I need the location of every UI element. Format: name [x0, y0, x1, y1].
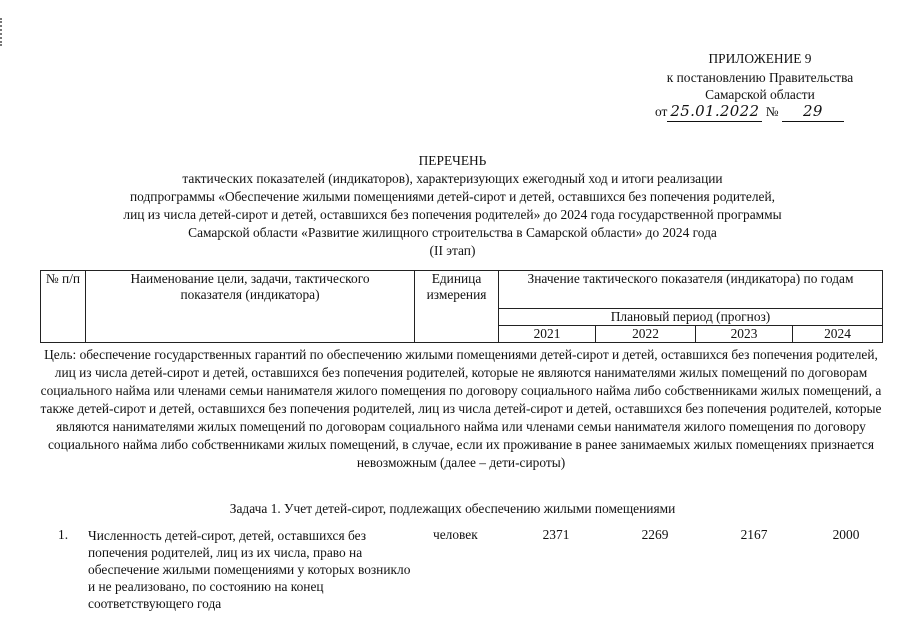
appendix-title: ПРИЛОЖЕНИЕ 9: [708, 51, 812, 66]
indicator-table-header: [40, 270, 883, 343]
heading-line5: Самарской области «Развитие жилищного строительства в Самарской области» до 2024 года: [188, 225, 717, 240]
appendix-date-line: [655, 101, 844, 122]
appendix-line1: к постановлению Правительства: [666, 70, 854, 85]
col-plan-header: Плановый период (прогноз): [499, 309, 883, 326]
task-heading: Задача 1. Учет детей-сирот, подлежащих обеспечению жилыми помещениями: [229, 501, 676, 516]
col-unit-header: Единица измерения: [415, 271, 499, 343]
heading-line6: (II этап): [429, 243, 476, 258]
value-2022: 2269: [641, 527, 669, 542]
indicator-unit: человек: [433, 527, 478, 542]
col-values-header: Значение тактического показателя (индикатора) по годам: [499, 271, 883, 309]
value-2021: 2371: [542, 527, 570, 542]
value-2024: 2000: [832, 527, 860, 542]
value-2023: 2167: [740, 527, 768, 542]
year-header: 2023: [696, 326, 793, 343]
number-value: 29: [782, 101, 844, 122]
appendix-line2: Самарской области: [705, 87, 815, 102]
col-name-header: Наименование цели, задачи, тактического показателя (индикатора): [86, 271, 415, 343]
col-num-header: № п/п: [41, 271, 86, 343]
year-header: 2024: [793, 326, 883, 343]
goal-text: Цель: обеспечение государственных гарантий по обеспечению жилыми помещениями детей-сирот и детей, оставшихся без попечения родителей, лиц из числа детей-сирот и детей, оставшихся без попечения родителей, которые не являются нанимателями жилых помещений по договорам социального найма или членами семьи нанимателя жилого помещения по договору социального найма либо собственниками жилых помещений, а также детей-сирот и детей, оставшихся без попечения родителей, лиц из числа детей-сирот и детей, оставшихся без попечения родителей, которые являются нанимателями жилых помещений по договорам социального найма или членами семьи нанимателя жилого помещения по договору социального найма либо собственниками жилых помещений, в случае, если их проживание в ранее занимаемых жилых помещениях признается невозможным (далее – дети-сироты): [40, 347, 882, 470]
heading-title: ПЕРЕЧЕНЬ: [418, 153, 487, 168]
heading-line2: тактических показателей (индикаторов), характеризующих ежегодный ход и итоги реализации: [182, 171, 723, 186]
indicator-name: Численность детей-сирот, детей, оставшихся без попечения родителей, лиц из их числа, право на обеспечение жилыми помещениями у которых возникло и не реализовано, по состоянию на конец соответствующего года: [88, 528, 411, 611]
year-header: 2022: [596, 326, 696, 343]
heading-line4: лиц из числа детей-сирот и детей, оставшихся без попечения родителей» до 2024 года государственной программы: [123, 207, 782, 222]
number-label: №: [765, 104, 779, 119]
row-number: 1.: [58, 527, 69, 542]
year-header: 2021: [499, 326, 596, 343]
heading-line3: подпрограммы «Обеспечение жилыми помещениями детей-сирот и детей, оставшихся без попечения родителей,: [130, 189, 775, 204]
date-value: 25.01.2022: [667, 101, 762, 122]
scan-edge-mark: [0, 18, 5, 46]
date-prefix: от: [655, 104, 668, 119]
